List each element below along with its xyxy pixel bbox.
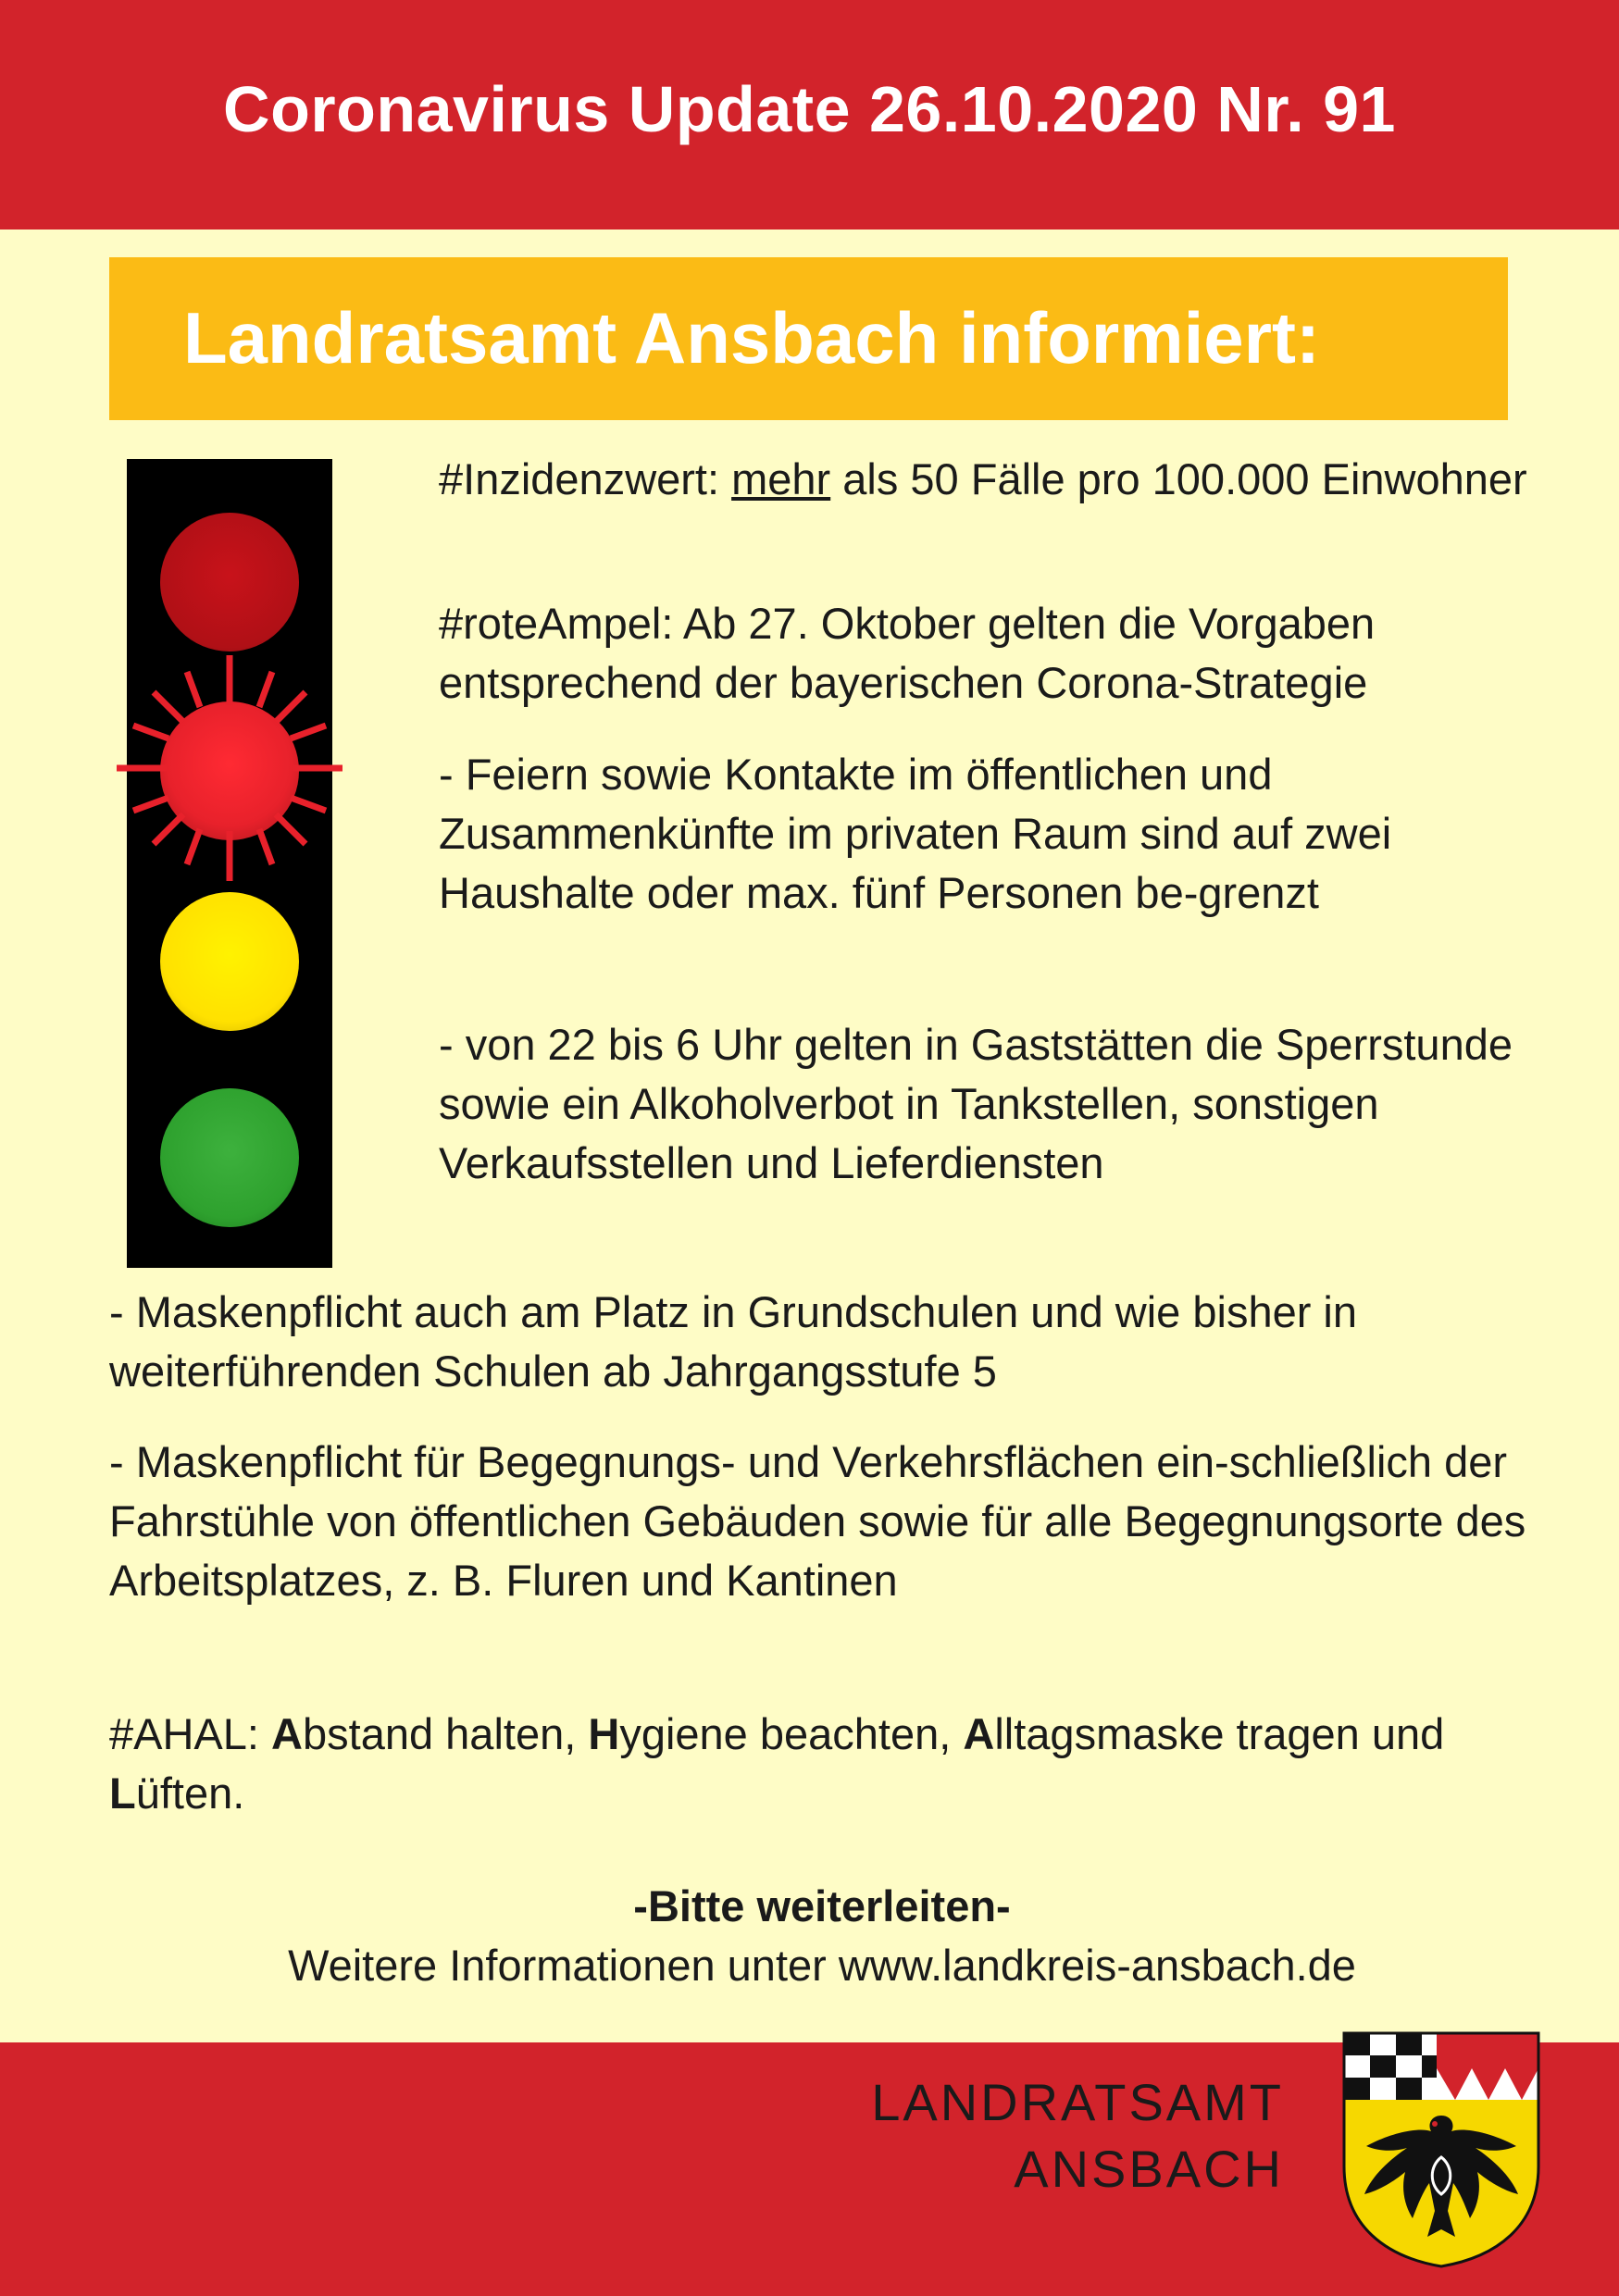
traffic-light-yellow-lamp [160, 892, 299, 1031]
light-burst-icon [109, 648, 350, 888]
curfew-paragraph [439, 1015, 1587, 1193]
ahal-a2-rest: lltagsmaske tragen und [994, 1709, 1445, 1758]
gatherings-text: - Feiern sowie Kontakte im öffentlichen und Zusammenkünfte im privaten Raum sind auf zwei Haushalte oder max. fünf Personen be-grenzt [439, 750, 1392, 917]
masks-areas-text: - Maskenpflicht für Begegnungs- und Verkehrsflächen ein-schließlich der Fahrstühle von öffentlichen Gebäuden sowie für alle Begegnungsorte des Arbeitsplatzes, z. B. Fluren und Kantinen [109, 1437, 1526, 1605]
subtitle-banner [109, 257, 1508, 420]
incidence-underlined: mehr [731, 454, 831, 503]
gatherings-paragraph [439, 745, 1587, 923]
organization-line-2: ANSBACH [1014, 2140, 1284, 2198]
ahal-a2: A [963, 1709, 995, 1758]
curfew-text: - von 22 bis 6 Uhr gelten in Gaststätten die Sperrstunde sowie ein Alkoholverbot in Tankstellen, sonstigen Verkaufsstellen und Lieferdiensten [439, 1020, 1513, 1187]
info-link-text: Weitere Informationen unter www.landkreis-ansbach.de [288, 1941, 1356, 1990]
organization-name [871, 2069, 1284, 2203]
ahal-prefix: #AHAL: [109, 1709, 272, 1758]
forward-note [109, 1877, 1535, 1995]
incidence-prefix: #Inzidenzwert: [439, 454, 732, 503]
page-title: Coronavirus Update 26.10.2020 Nr. 91 [223, 73, 1396, 145]
masks-areas-paragraph [109, 1433, 1535, 1610]
subtitle: Landratsamt Ansbach informiert: [183, 297, 1320, 379]
top-banner [0, 0, 1619, 230]
red-light-text: #roteAmpel: Ab 27. Oktober gelten die Vorgaben entsprechend der bayerischen Corona-Strategie [439, 599, 1376, 707]
organization-line-1: LANDRATSAMT [871, 2073, 1284, 2131]
ahal-paragraph [109, 1705, 1535, 1823]
coat-of-arms-icon [1339, 2028, 1544, 2270]
ahal-l-rest: üften. [135, 1769, 245, 1818]
masks-schools-text: - Maskenpflicht auch am Platz in Grundschulen und wie bisher in weiterführenden Schulen ab Jahrgangsstufe 5 [109, 1287, 1358, 1396]
incidence-paragraph [439, 450, 1587, 509]
ahal-h-rest: ygiene beachten, [619, 1709, 964, 1758]
traffic-light-red-lamp [160, 513, 299, 652]
ahal-h: H [588, 1709, 620, 1758]
red-light-paragraph [439, 594, 1587, 713]
ahal-l: L [109, 1769, 136, 1818]
ahal-a1-rest: bstand halten, [303, 1709, 589, 1758]
forward-text: -Bitte weiterleiten- [633, 1881, 1011, 1930]
masks-schools-paragraph [109, 1283, 1535, 1401]
incidence-suffix: als 50 Fälle pro 100.000 Einwohner [830, 454, 1527, 503]
traffic-light-green-lamp [160, 1088, 299, 1227]
ahal-a1: A [271, 1709, 303, 1758]
